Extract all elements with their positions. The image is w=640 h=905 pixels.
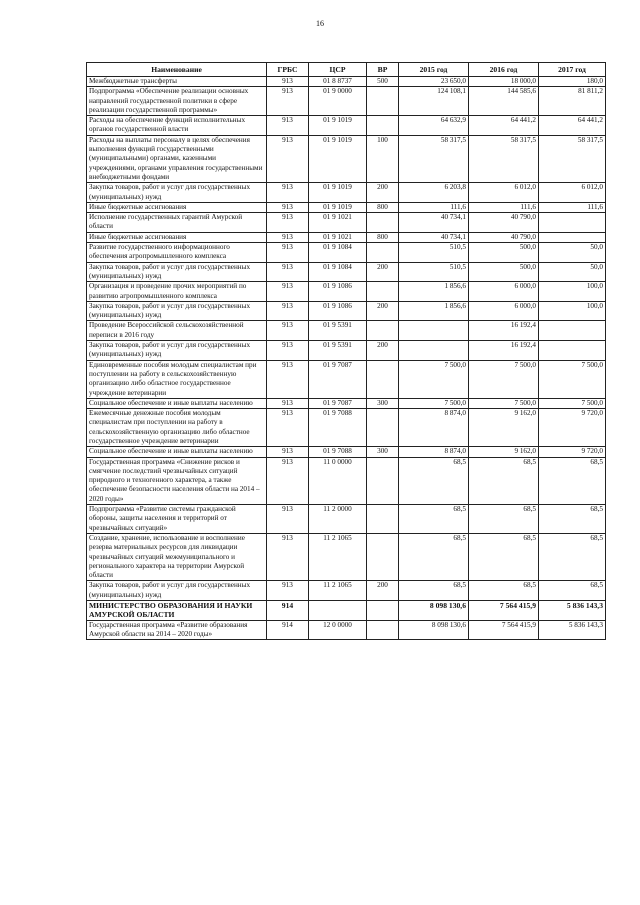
cell-grbs: 913 — [267, 87, 309, 116]
cell-csr: 11 0 0000 — [309, 457, 367, 504]
header-2015: 2015 год — [399, 63, 469, 77]
cell-csr: 01 8 8737 — [309, 77, 367, 87]
cell-y2015: 64 632,9 — [399, 116, 469, 136]
cell-grbs: 913 — [267, 398, 309, 408]
cell-vr — [367, 321, 399, 341]
header-name: Наименование — [87, 63, 267, 77]
cell-y2015: 1 856,6 — [399, 282, 469, 302]
cell-y2016: 68,5 — [469, 457, 539, 504]
cell-y2017: 100,0 — [539, 301, 606, 321]
cell-vr — [367, 282, 399, 302]
cell-y2016: 68,5 — [469, 505, 539, 534]
cell-y2017: 68,5 — [539, 457, 606, 504]
cell-vr: 200 — [367, 341, 399, 361]
cell-y2016: 40 790,0 — [469, 213, 539, 233]
cell-vr — [367, 409, 399, 447]
cell-y2016: 7 564 415,9 — [469, 601, 539, 621]
cell-y2016: 40 790,0 — [469, 232, 539, 242]
cell-grbs: 913 — [267, 135, 309, 182]
cell-name: Единовременные пособия молодым специалистам при поступлении на работу в сельскохозяйственную организацию либо областное государственное учреждение ветеринарии — [87, 360, 267, 398]
cell-y2017: 5 836 143,3 — [539, 601, 606, 621]
cell-name: Организация и проведение прочих мероприятий по развитию агропромышленного комплекса — [87, 282, 267, 302]
cell-csr: 01 9 1019 — [309, 183, 367, 203]
cell-y2017: 9 720,0 — [539, 447, 606, 457]
table-row — [87, 341, 606, 361]
cell-csr: 01 9 5391 — [309, 321, 367, 341]
cell-y2017: 180,0 — [539, 77, 606, 87]
cell-y2016: 6 000,0 — [469, 301, 539, 321]
cell-grbs: 913 — [267, 533, 309, 580]
cell-y2015: 68,5 — [399, 505, 469, 534]
cell-csr: 01 9 1084 — [309, 262, 367, 282]
header-2016: 2016 год — [469, 63, 539, 77]
cell-y2017: 68,5 — [539, 505, 606, 534]
cell-y2015 — [399, 341, 469, 361]
cell-csr: 01 9 5391 — [309, 341, 367, 361]
cell-grbs: 913 — [267, 341, 309, 361]
cell-csr: 01 9 7088 — [309, 409, 367, 447]
cell-y2017: 64 441,2 — [539, 116, 606, 136]
cell-grbs: 913 — [267, 447, 309, 457]
cell-y2017: 50,0 — [539, 262, 606, 282]
cell-grbs: 913 — [267, 409, 309, 447]
cell-y2015: 68,5 — [399, 581, 469, 601]
cell-y2015: 1 856,6 — [399, 301, 469, 321]
cell-y2015: 68,5 — [399, 457, 469, 504]
table-row — [87, 135, 606, 182]
cell-vr — [367, 87, 399, 116]
cell-y2015: 8 098 130,6 — [399, 620, 469, 640]
cell-y2017 — [539, 213, 606, 233]
page-number: 16 — [316, 19, 324, 28]
table-header-row — [87, 63, 606, 77]
cell-vr: 300 — [367, 447, 399, 457]
cell-y2017: 5 836 143,3 — [539, 620, 606, 640]
cell-grbs: 913 — [267, 77, 309, 87]
cell-vr — [367, 620, 399, 640]
cell-grbs: 913 — [267, 457, 309, 504]
cell-y2017: 50,0 — [539, 243, 606, 263]
table-row — [87, 447, 606, 457]
cell-y2017: 7 500,0 — [539, 360, 606, 398]
table-row — [87, 581, 606, 601]
cell-vr: 300 — [367, 398, 399, 408]
cell-grbs: 913 — [267, 202, 309, 212]
cell-csr: 01 9 1086 — [309, 301, 367, 321]
cell-csr: 01 9 1021 — [309, 213, 367, 233]
cell-y2016: 500,0 — [469, 243, 539, 263]
cell-y2015: 510,5 — [399, 262, 469, 282]
table-row — [87, 321, 606, 341]
cell-y2016: 9 162,0 — [469, 447, 539, 457]
cell-y2015: 6 203,8 — [399, 183, 469, 203]
cell-vr: 200 — [367, 262, 399, 282]
cell-y2017: 100,0 — [539, 282, 606, 302]
cell-vr: 200 — [367, 581, 399, 601]
cell-y2016: 6 012,0 — [469, 183, 539, 203]
cell-grbs: 913 — [267, 183, 309, 203]
cell-csr: 11 2 1065 — [309, 533, 367, 580]
cell-name: Закупка товаров, работ и услуг для государственных (муниципальных) нужд — [87, 581, 267, 601]
cell-y2015: 8 874,0 — [399, 447, 469, 457]
cell-y2017: 9 720,0 — [539, 409, 606, 447]
cell-y2016: 16 192,4 — [469, 341, 539, 361]
cell-y2015: 7 500,0 — [399, 360, 469, 398]
table-body — [87, 77, 606, 640]
cell-vr — [367, 243, 399, 263]
cell-y2017: 68,5 — [539, 533, 606, 580]
cell-grbs: 914 — [267, 620, 309, 640]
table-row — [87, 282, 606, 302]
cell-y2016: 9 162,0 — [469, 409, 539, 447]
cell-vr: 200 — [367, 301, 399, 321]
table-row — [87, 360, 606, 398]
table-row — [87, 601, 606, 621]
cell-y2017: 111,6 — [539, 202, 606, 212]
cell-y2016: 6 000,0 — [469, 282, 539, 302]
cell-name: Государственная программа «Снижение рисков и смягчение последствий чрезвычайных ситуаций природного и техногенного характера, а также обеспечение безопасности населения области на 2014 – 2020 годы» — [87, 457, 267, 504]
cell-y2015: 510,5 — [399, 243, 469, 263]
cell-vr: 100 — [367, 135, 399, 182]
cell-name: Закупка товаров, работ и услуг для государственных (муниципальных) нужд — [87, 262, 267, 282]
cell-y2016: 64 441,2 — [469, 116, 539, 136]
cell-vr: 500 — [367, 77, 399, 87]
cell-y2016: 16 192,4 — [469, 321, 539, 341]
cell-grbs: 913 — [267, 116, 309, 136]
cell-grbs: 913 — [267, 232, 309, 242]
cell-csr: 01 9 1019 — [309, 202, 367, 212]
cell-name: Социальное обеспечение и иные выплаты населению — [87, 447, 267, 457]
cell-vr: 200 — [367, 183, 399, 203]
cell-y2016: 68,5 — [469, 581, 539, 601]
cell-name: Государственная программа «Развитие образования Амурской области на 2014 – 2020 годы» — [87, 620, 267, 640]
header-grbs: ГРБС — [267, 63, 309, 77]
cell-grbs: 913 — [267, 213, 309, 233]
cell-y2016: 58 317,5 — [469, 135, 539, 182]
cell-y2017 — [539, 232, 606, 242]
table-row — [87, 116, 606, 136]
cell-vr — [367, 213, 399, 233]
cell-y2015 — [399, 321, 469, 341]
cell-csr: 01 9 1019 — [309, 135, 367, 182]
cell-grbs: 913 — [267, 262, 309, 282]
cell-grbs: 913 — [267, 505, 309, 534]
cell-y2015: 124 108,1 — [399, 87, 469, 116]
table-row — [87, 262, 606, 282]
cell-y2015: 8 874,0 — [399, 409, 469, 447]
table-row — [87, 232, 606, 242]
cell-y2015: 7 500,0 — [399, 398, 469, 408]
cell-name: Расходы на выплаты персоналу в целях обеспечения выполнения функций государственными (муниципальными) органами, казенными учреждениями, органами управления государственными внебюджетными фондами — [87, 135, 267, 182]
table-row — [87, 77, 606, 87]
cell-vr — [367, 360, 399, 398]
cell-grbs: 914 — [267, 601, 309, 621]
cell-name: Развитие государственного информационного обеспечения агропромышленного комплекса — [87, 243, 267, 263]
cell-y2015: 111,6 — [399, 202, 469, 212]
cell-y2016: 68,5 — [469, 533, 539, 580]
cell-vr: 800 — [367, 202, 399, 212]
cell-csr: 11 2 0000 — [309, 505, 367, 534]
cell-csr: 01 9 1019 — [309, 116, 367, 136]
header-vr: ВР — [367, 63, 399, 77]
cell-name: Закупка товаров, работ и услуг для государственных (муниципальных) нужд — [87, 183, 267, 203]
cell-csr: 01 9 1021 — [309, 232, 367, 242]
budget-table — [86, 62, 606, 640]
cell-y2015: 40 734,1 — [399, 232, 469, 242]
cell-y2016: 144 585,6 — [469, 87, 539, 116]
cell-name: Создание, хранение, использование и восполнение резерва материальных ресурсов для ликвидации чрезвычайных ситуаций межмуниципального и регионального характера на территории Амурской области — [87, 533, 267, 580]
cell-grbs: 913 — [267, 321, 309, 341]
table-row — [87, 505, 606, 534]
cell-name: Межбюджетные трансферты — [87, 77, 267, 87]
table-row — [87, 398, 606, 408]
cell-vr — [367, 457, 399, 504]
cell-y2017: 6 012,0 — [539, 183, 606, 203]
cell-csr: 12 0 0000 — [309, 620, 367, 640]
cell-vr — [367, 116, 399, 136]
table-row — [87, 202, 606, 212]
cell-grbs: 913 — [267, 301, 309, 321]
table-row — [87, 457, 606, 504]
cell-csr: 01 9 1084 — [309, 243, 367, 263]
cell-y2017 — [539, 321, 606, 341]
table-row — [87, 409, 606, 447]
cell-y2017: 7 500,0 — [539, 398, 606, 408]
table-row — [87, 87, 606, 116]
cell-name: Закупка товаров, работ и услуг для государственных (муниципальных) нужд — [87, 341, 267, 361]
cell-name: Иные бюджетные ассигнования — [87, 232, 267, 242]
cell-csr — [309, 601, 367, 621]
cell-y2015: 8 098 130,6 — [399, 601, 469, 621]
cell-name: Иные бюджетные ассигнования — [87, 202, 267, 212]
cell-y2015: 68,5 — [399, 533, 469, 580]
cell-y2017: 68,5 — [539, 581, 606, 601]
cell-csr: 01 9 7087 — [309, 398, 367, 408]
cell-name: Проведение Всероссийской сельскохозяйственной переписи в 2016 году — [87, 321, 267, 341]
cell-y2015: 23 650,0 — [399, 77, 469, 87]
cell-y2016: 18 000,0 — [469, 77, 539, 87]
cell-y2016: 111,6 — [469, 202, 539, 212]
cell-y2015: 40 734,1 — [399, 213, 469, 233]
table-row — [87, 301, 606, 321]
cell-name: Ежемесячные денежные пособия молодым специалистам при поступлении на работу в сельскохозяйственную организацию либо областное государственное учреждение ветеринарии — [87, 409, 267, 447]
cell-grbs: 913 — [267, 360, 309, 398]
cell-csr: 01 9 0000 — [309, 87, 367, 116]
header-csr: ЦСР — [309, 63, 367, 77]
cell-grbs: 913 — [267, 282, 309, 302]
cell-y2016: 7 500,0 — [469, 360, 539, 398]
cell-grbs: 913 — [267, 243, 309, 263]
cell-name: Исполнение государственных гарантий Амурской области — [87, 213, 267, 233]
cell-vr — [367, 505, 399, 534]
cell-name: Социальное обеспечение и иные выплаты населению — [87, 398, 267, 408]
header-2017: 2017 год — [539, 63, 606, 77]
cell-name: Подпрограмма «Развитие системы гражданской обороны, защиты населения и территорий от чрезвычайных ситуаций» — [87, 505, 267, 534]
cell-csr: 01 9 7087 — [309, 360, 367, 398]
cell-vr — [367, 601, 399, 621]
cell-vr — [367, 533, 399, 580]
cell-name: Закупка товаров, работ и услуг для государственных (муниципальных) нужд — [87, 301, 267, 321]
cell-y2017 — [539, 341, 606, 361]
cell-name: МИНИСТЕРСТВО ОБРАЗОВАНИЯ И НАУКИ АМУРСКОЙ ОБЛАСТИ — [87, 601, 267, 621]
table-row — [87, 533, 606, 580]
cell-y2017: 81 811,2 — [539, 87, 606, 116]
cell-csr: 01 9 1086 — [309, 282, 367, 302]
table-row — [87, 213, 606, 233]
cell-vr: 800 — [367, 232, 399, 242]
table-row — [87, 183, 606, 203]
cell-name: Расходы на обеспечение функций исполнительных органов государственной власти — [87, 116, 267, 136]
table-row — [87, 243, 606, 263]
cell-grbs: 913 — [267, 581, 309, 601]
cell-y2017: 58 317,5 — [539, 135, 606, 182]
cell-name: Подпрограмма «Обеспечение реализации основных направлений государственной политики в сфере реализации государственной программы» — [87, 87, 267, 116]
cell-y2016: 500,0 — [469, 262, 539, 282]
cell-y2016: 7 564 415,9 — [469, 620, 539, 640]
cell-y2015: 58 317,5 — [399, 135, 469, 182]
cell-y2016: 7 500,0 — [469, 398, 539, 408]
table-row — [87, 620, 606, 640]
cell-csr: 01 9 7088 — [309, 447, 367, 457]
cell-csr: 11 2 1065 — [309, 581, 367, 601]
